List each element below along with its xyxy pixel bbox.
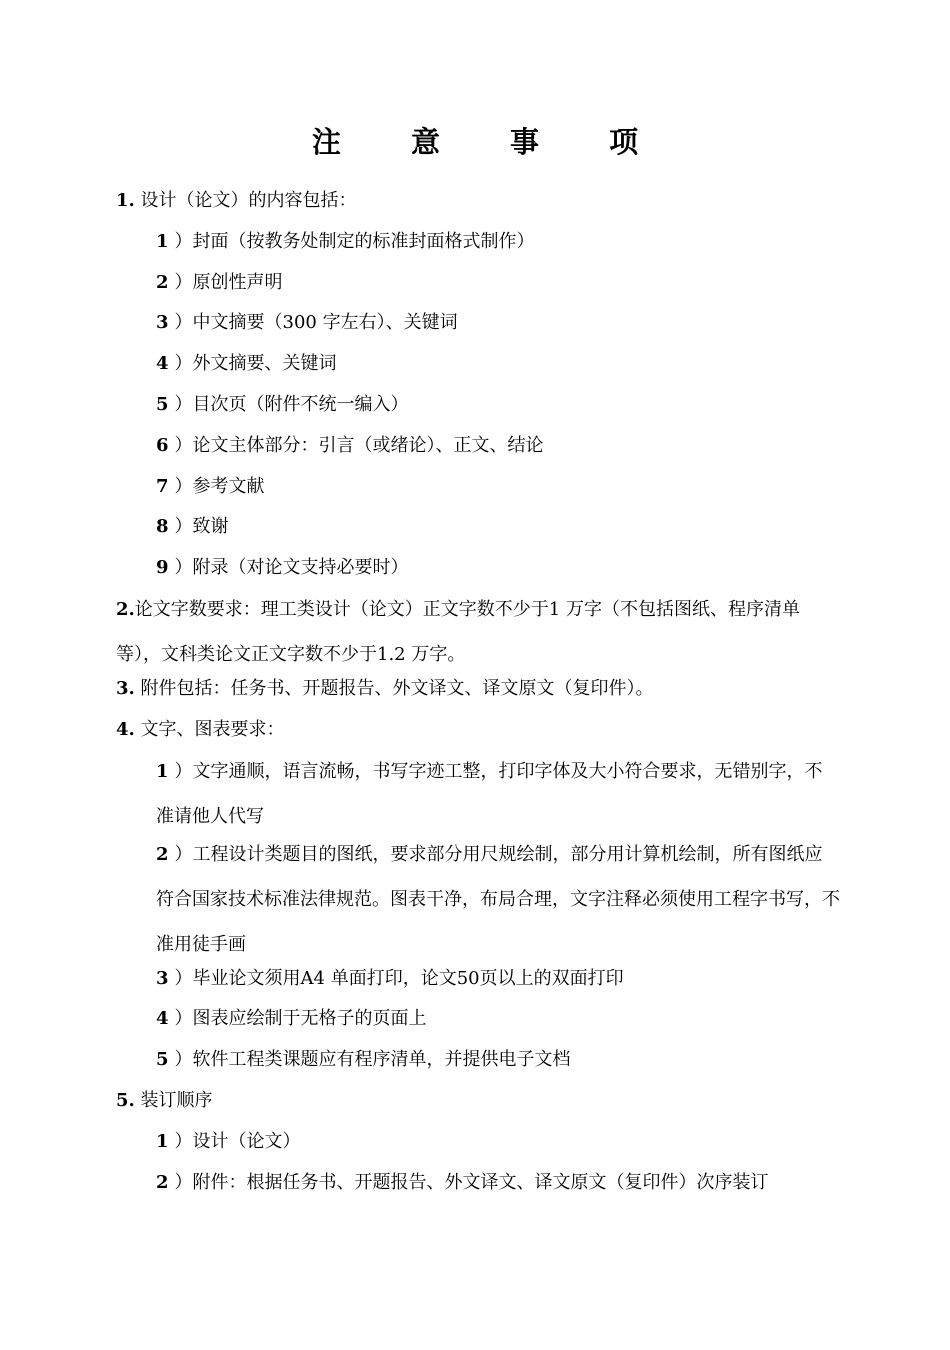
list-item: 5 ）目次页（附件不统一编入） xyxy=(156,393,409,415)
list-item: 2 ）附件：根据任务书、开题报告、外文译文、译文原文（复印件）次序装订 xyxy=(156,1171,769,1193)
section-text: 论文字数要求：理工类设计（论文）正文字数不少于1 万字（不包括图纸、程序清单等），文科类论文正文字数不少于1.2 万字。 xyxy=(116,598,800,665)
list-item: 9 ）附录（对论文支持必要时） xyxy=(156,557,409,579)
section-text: 附件包括：任务书、开题报告、外文译文、译文原文（复印件）。 xyxy=(140,677,654,699)
section-3-heading xyxy=(116,674,840,715)
section-number: 1. xyxy=(116,190,135,211)
list-item: 5 ）软件工程类课题应有程序清单，并提供电子文档 xyxy=(156,1049,571,1071)
list-item: 1 ）封面（按教务处制定的标准封面格式制作） xyxy=(156,230,535,252)
list-item: 1 ）文字通顺，语言流畅，书写字迹工整，打印字体及大小符合要求，无错别字，不准请他人代写 xyxy=(156,760,823,827)
list-item: 1 ）设计（论文） xyxy=(156,1130,301,1152)
page-title: 注 意 事 项 xyxy=(311,125,669,159)
section-number: 2. xyxy=(116,598,135,620)
list-item: 7 ）参考文献 xyxy=(156,475,265,497)
list-item: 4 ）图表应绘制于无格子的页面上 xyxy=(156,1008,427,1030)
section-number: 4. xyxy=(116,718,135,740)
section-number: 5. xyxy=(116,1089,135,1111)
section-5-heading xyxy=(116,1086,840,1127)
section-text: 装订顺序 xyxy=(140,1089,213,1111)
list-item: 6 ）论文主体部分：引言（或绪论）、正文、结论 xyxy=(156,434,544,456)
section-1-heading xyxy=(116,186,840,227)
section-text: 设计（论文）的内容包括： xyxy=(140,190,357,211)
list-item: 8 ）致谢 xyxy=(156,516,229,538)
section-2-paragraph xyxy=(116,587,840,677)
section-text: 文字、图表要求： xyxy=(140,718,285,740)
list-item: 4 ）外文摘要、关键词 xyxy=(156,353,337,375)
list-item: 3 ）毕业论文须用A4 单面打印，论文50页以上的双面打印 xyxy=(156,967,624,989)
list-item: 2 ）工程设计类题目的图纸，要求部分用尺规绘制，部分用计算机绘制，所有图纸应符合国家技术标准法律规范。图表干净，布局合理，文字注释必须使用工程字书写，不准用徒手画 xyxy=(156,843,840,955)
list-item: 2 ）原创性声明 xyxy=(156,271,283,293)
list-item: 3 ）中文摘要（300 字左右）、关键词 xyxy=(156,312,458,334)
section-number: 3. xyxy=(116,677,135,699)
document-body xyxy=(116,186,840,1208)
